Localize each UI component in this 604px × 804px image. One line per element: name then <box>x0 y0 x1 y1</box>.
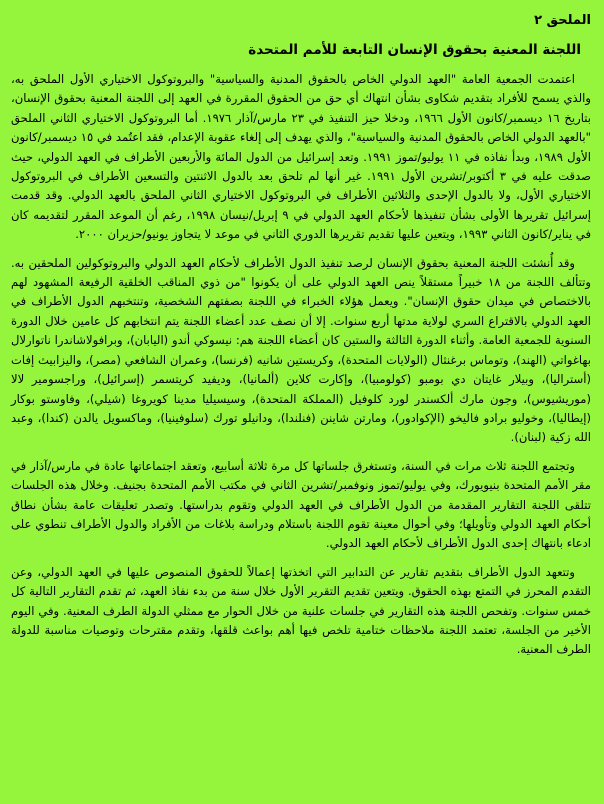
paragraph-4: وتتعهد الدول الأطراف بتقديم تقارير عن التدابير التي اتخذتها إعمالاً للحقوق المنصوص عليها في العهد الدولي، وعن التقدم المحرز في التمتع بهذه الحقوق. ويتعين تقديم التقرير الأول خلال سنة من بدء نفاذ العهد، ثم تقدم التقارير التالية كل خمس سنوات. وتفحص اللجنة هذه التقارير في جلسات علنية من خلال الحوار مع ممثلي الدولة الطرف المعنية. وفي اليوم الأخير من الجلسة، تعتمد اللجنة ملاحظات ختامية تلخص فيها أهم بواعث قلقها، وتقدم مقترحات وتوصيات مناسبة للدولة الطرف المعنية. <box>11 564 591 657</box>
paragraph-1: اعتمدت الجمعية العامة "العهد الدولي الخاص بالحقوق المدنية والسياسية" والبروتوكول الاختياري الأول الملحق به، والذي يسمح للأفراد بتقديم شكاوى بشأن انتهاك أي حق من الحقوق المقررة في العهد إلى اللجنة المعنية بحقوق الإنسان، بتاريخ ١٦ ديسمبر/كانون الأول ١٩٦٦، ودخلا حيز التنفيذ في ٢٣ مارس/آذار ١٩٧٦. أما البروتوكول الاختياري الثاني الملحق "بالعهد الدولي الخاص بالحقوق المدنية والسياسية"، والذي يهدف إلى إلغاء عقوبة الإعدام، فقد اعتُمد في ١٥ ديسمبر/كانون الأول ١٩٨٩، وبدأ نفاذه في ١١ يوليو/تموز ١٩٩١. وتعد إسرائيل من الدول المائة والأربعين الأطراف في العهد الدولي، حيث صدقت عليه في ٣ أكتوبر/تشرين الأول ١٩٩١. غير أنها لم تلحق بعد بالدول الاثنتين والتسعين الأطراف في البروتوكول الاختياري الأول، ولا بالدول الإحدى والثلاثين الأطراف في البروتوكول الاختياري الثاني الملحق بالعهد الدولي. وقد قدمت إسرائيل تقريرها الأولى بشأن تنفيذها لأحكام العهد الدولي في ٩ إبريل/نيسان ١٩٩٨، رغم أن الموعد المقرر لتقديمه كان في يناير/كانون الثاني ١٩٩٣، ويتعين عليها تقديم تقريرها الدوري الثاني في موعد لا يتجاوز يونيو/حزيران ٢٠٠٠. <box>11 72 591 242</box>
annex-label: الملحق ٢ <box>534 13 591 28</box>
paragraph-2: وقد أُنشئت اللجنة المعنية بحقوق الإنسان لرصد تنفيذ الدول الأطراف لأحكام العهد الدولي والبروتوكولين الملحقين به. وتتألف اللجنة من ١٨ خبيراً مستقلاً ينص العهد الدولي على أن يكونوا "من ذوي المناقب الخلقية الرفيعة المشهود لهم بالاختصاص في ميدان حقوق الإنسان". ويعمل هؤلاء الخبراء في اللجنة بصفتهم الشخصية، وتنتخبهم الدول الأطراف في العهد الدولي بالاقتراع السري لولاية مدتها أربع سنوات. إلا أن نصف عدد أعضاء اللجنة يتم انتخابهم كل عامين خلال الدورة السنوية للجمعية العامة. وأثناء الدورة الثالثة والستين كان أعضاء اللجنة هم: نيسوكي أندو (اليابان)، وبرافولاشاندرا ناتوارلال بهاغواتي (الهند)، وتوماس برغنثال (الولايات المتحدة)، وكريستين شانيه (فرنسا)، وعمران الشافعي (مصر)، واليزابيث إفات (أستراليا)، وبيلار غايتان دي بومبو (كولومبيا)، وإكارت كلاين (ألمانيا)، وديفيد كريتسمر (إسرائيل)، وراجسومير لالا (موريشيوس)، وجون مارك ألكسندر لورد كلوفيل (المملكة المتحدة)، وسيسيليا مدينا كويروغا (شيلي)، وفاوستو بوكار (إيطاليا)، وخوليو برادو فاليخو (الإكوادور)، ومارتن شاينن (فنلندا)، ودانيلو تورك (سلوفينيا)، وماكسويل يالدن (كندا)، وعبد الله زكية (لبنان). <box>11 255 591 445</box>
paragraph-3: وتجتمع اللجنة ثلاث مرات في السنة، وتستغرق جلساتها كل مرة ثلاثة أسابيع، وتعقد اجتماعاتها عادة في مارس/آذار في مقر الأمم المتحدة بنيويورك، وفي يوليو/تموز ونوفمبر/تشرين الثاني في مكتب الأمم المتحدة بجنيف. وخلال هذه الجلسات تتلقى اللجنة التقارير المقدمة من الدول الأطراف في العهد الدولي وتقوم بدراستها. وتصدر تعليقات عامة بشأن نطاق أحكام العهد الدولي وتأويلها؛ وفي أحوال معينة تقوم اللجنة باستلام ودراسة بلاغات من الأفراد والدول الأطراف تنطوي على ادعاء بانتهاك إحدى الدول الأطراف لأحكام العهد الدولي. <box>11 458 591 551</box>
document-title: اللجنة المعنية بحقوق الإنسان التابعة للأمم المتحدة <box>248 42 581 58</box>
